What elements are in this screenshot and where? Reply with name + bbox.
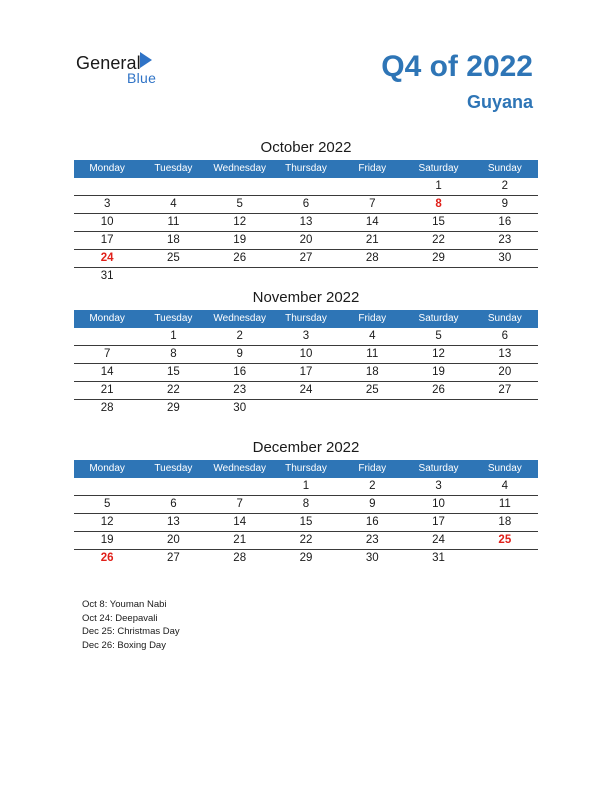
weekday-label: Sunday (487, 313, 522, 324)
day-cell: 10 (100, 216, 114, 228)
day-cell: 26 (100, 552, 114, 564)
weekday-label: Thursday (285, 313, 327, 324)
holiday-item: Oct 8: Youman Nabi (82, 599, 167, 610)
day-cell: 9 (501, 198, 509, 210)
day-cell: 22 (167, 384, 180, 396)
day-cell: 12 (100, 516, 114, 528)
empty-day-cell (472, 400, 538, 417)
day-cell: 19 (100, 534, 114, 546)
month-october (74, 137, 538, 285)
day-cell: 2 (369, 480, 376, 492)
logo (76, 52, 176, 88)
day-cell: 9 (236, 348, 243, 360)
day-cell: 29 (299, 552, 313, 564)
day-cell: 30 (365, 552, 379, 564)
empty-day-cell (339, 178, 405, 195)
day-cell: 19 (233, 234, 247, 246)
week-row (74, 496, 538, 514)
day-cell: 5 (236, 198, 243, 210)
day-cell: 27 (167, 552, 180, 564)
day-cell: 7 (236, 498, 243, 510)
week-row (74, 214, 538, 232)
day-cell: 18 (498, 516, 512, 528)
day-cell: 12 (233, 216, 247, 228)
day-cell: 20 (167, 534, 180, 546)
day-cell: 22 (432, 234, 445, 246)
week-row (74, 514, 538, 532)
weekday-label: Tuesday (154, 463, 193, 474)
weekday-label: Wednesday (213, 313, 267, 324)
day-cell: 26 (432, 384, 445, 396)
weekday-label: Wednesday (213, 463, 267, 474)
day-cell: 13 (498, 348, 512, 360)
logo-text-general: General (76, 53, 141, 73)
day-cell: 21 (100, 384, 114, 396)
day-cell: 8 (170, 348, 177, 360)
day-cell: 2 (236, 330, 243, 342)
day-cell: 16 (233, 366, 247, 378)
weekday-label: Saturday (418, 463, 459, 474)
page-title: Q4 of 2022 (381, 50, 533, 83)
day-cell: 13 (299, 216, 313, 228)
weekday-header (74, 460, 538, 478)
empty-day-cell (273, 178, 339, 195)
day-cell: 15 (299, 516, 313, 528)
week-row (74, 328, 538, 346)
weekday-header (74, 310, 538, 328)
empty-day-cell (207, 478, 273, 495)
empty-day-cell (405, 268, 471, 285)
day-cell: 5 (103, 498, 111, 510)
week-row (74, 178, 538, 196)
weekday-label: Wednesday (213, 163, 267, 174)
weekday-label: Monday (89, 463, 125, 474)
empty-day-cell (339, 268, 405, 285)
empty-day-cell (339, 400, 405, 417)
weekday-label: Monday (89, 163, 125, 174)
day-cell: 18 (365, 366, 379, 378)
day-cell: 1 (170, 330, 177, 342)
day-cell: 19 (432, 366, 445, 378)
day-cell: 11 (167, 216, 180, 228)
empty-day-cell (273, 400, 339, 417)
day-cell: 10 (432, 498, 445, 510)
day-cell: 4 (369, 330, 376, 342)
empty-day-cell (472, 268, 538, 285)
week-row (74, 346, 538, 364)
day-cell: 27 (498, 384, 512, 396)
weekday-header (74, 160, 538, 178)
day-cell: 10 (299, 348, 313, 360)
logo-text-blue: Blue (127, 70, 157, 86)
day-cell: 16 (498, 216, 512, 228)
week-row (74, 550, 538, 567)
day-cell: 17 (299, 366, 313, 378)
weekday-label: Saturday (418, 313, 459, 324)
day-cell: 28 (233, 552, 247, 564)
empty-day-cell (74, 178, 140, 195)
day-cell: 6 (501, 330, 509, 342)
day-cell: 9 (369, 498, 376, 510)
empty-day-cell (74, 478, 140, 495)
empty-day-cell (273, 268, 339, 285)
day-cell: 14 (233, 516, 247, 528)
weekday-label: Tuesday (154, 313, 193, 324)
week-row (74, 532, 538, 550)
empty-day-cell (405, 400, 471, 417)
empty-day-cell (207, 268, 273, 285)
day-cell: 27 (299, 252, 313, 264)
empty-day-cell (207, 178, 273, 195)
month-december (74, 437, 538, 567)
day-cell: 21 (233, 534, 247, 546)
month-title: October 2022 (260, 139, 352, 156)
day-cell: 3 (435, 480, 442, 492)
week-row (74, 382, 538, 400)
week-row (74, 232, 538, 250)
week-row (74, 478, 538, 496)
day-cell: 12 (432, 348, 445, 360)
day-cell: 23 (498, 234, 512, 246)
day-cell: 24 (432, 534, 445, 546)
weekday-label: Friday (358, 313, 387, 324)
day-cell: 7 (369, 198, 376, 210)
day-cell: 3 (103, 198, 111, 210)
weekday-label: Friday (358, 163, 387, 174)
day-cell: 14 (100, 366, 114, 378)
day-cell: 31 (432, 552, 445, 564)
day-cell: 1 (302, 480, 310, 492)
day-cell: 1 (435, 180, 442, 192)
day-cell: 4 (170, 198, 177, 210)
day-cell: 25 (498, 534, 512, 546)
day-cell: 17 (432, 516, 445, 528)
country-name: Guyana (466, 92, 533, 112)
weekday-label: Friday (358, 463, 387, 474)
day-cell: 8 (302, 498, 310, 510)
day-cell: 23 (365, 534, 379, 546)
month-title: December 2022 (252, 439, 360, 456)
day-cell: 26 (233, 252, 247, 264)
day-cell: 4 (501, 480, 509, 492)
day-cell: 20 (299, 234, 313, 246)
day-cell: 22 (299, 534, 313, 546)
week-row (74, 400, 538, 417)
day-cell: 6 (170, 498, 177, 510)
day-cell: 15 (167, 366, 180, 378)
day-cell: 6 (302, 198, 310, 210)
weekday-label: Sunday (487, 163, 522, 174)
day-cell: 20 (498, 366, 512, 378)
month-november (74, 287, 538, 417)
holiday-item: Oct 24: Deepavali (82, 612, 158, 624)
weekday-label: Thursday (285, 163, 327, 174)
day-cell: 24 (100, 252, 114, 264)
day-cell: 28 (365, 252, 379, 264)
day-cell: 8 (435, 198, 442, 210)
day-cell: 30 (233, 402, 247, 414)
month-title: November 2022 (252, 289, 360, 306)
empty-day-cell (140, 478, 206, 495)
weekday-label: Thursday (285, 463, 327, 474)
day-cell: 21 (365, 234, 379, 246)
day-cell: 15 (432, 216, 445, 228)
day-cell: 16 (365, 516, 379, 528)
day-cell: 3 (302, 330, 310, 342)
day-cell: 18 (167, 234, 180, 246)
holiday-list (82, 598, 180, 652)
day-cell: 25 (167, 252, 180, 264)
empty-day-cell (140, 268, 206, 285)
weekday-label: Saturday (418, 163, 459, 174)
week-row (74, 250, 538, 268)
day-cell: 14 (365, 216, 379, 228)
day-cell: 13 (167, 516, 180, 528)
week-row (74, 364, 538, 382)
week-row (74, 196, 538, 214)
day-cell: 25 (365, 384, 379, 396)
day-cell: 5 (435, 330, 442, 342)
empty-day-cell (140, 178, 206, 195)
weekday-label: Monday (89, 313, 125, 324)
day-cell: 11 (498, 498, 511, 510)
day-cell: 29 (167, 402, 180, 414)
holiday-item: Dec 25: Christmas Day (82, 626, 180, 637)
empty-day-cell (74, 328, 140, 345)
day-cell: 23 (233, 384, 247, 396)
holiday-item: Dec 26: Boxing Day (82, 639, 166, 651)
week-row (74, 268, 538, 285)
day-cell: 2 (501, 180, 509, 192)
day-cell: 7 (103, 348, 111, 360)
weekday-label: Sunday (487, 463, 522, 474)
day-cell: 24 (299, 384, 313, 396)
day-cell: 17 (100, 234, 114, 246)
weekday-label: Tuesday (154, 163, 193, 174)
day-cell: 30 (498, 252, 512, 264)
day-cell: 29 (432, 252, 445, 264)
empty-day-cell (472, 550, 538, 567)
day-cell: 11 (366, 348, 379, 360)
logo-flag-icon (140, 52, 152, 68)
day-cell: 28 (100, 402, 114, 414)
day-cell: 31 (100, 270, 114, 282)
